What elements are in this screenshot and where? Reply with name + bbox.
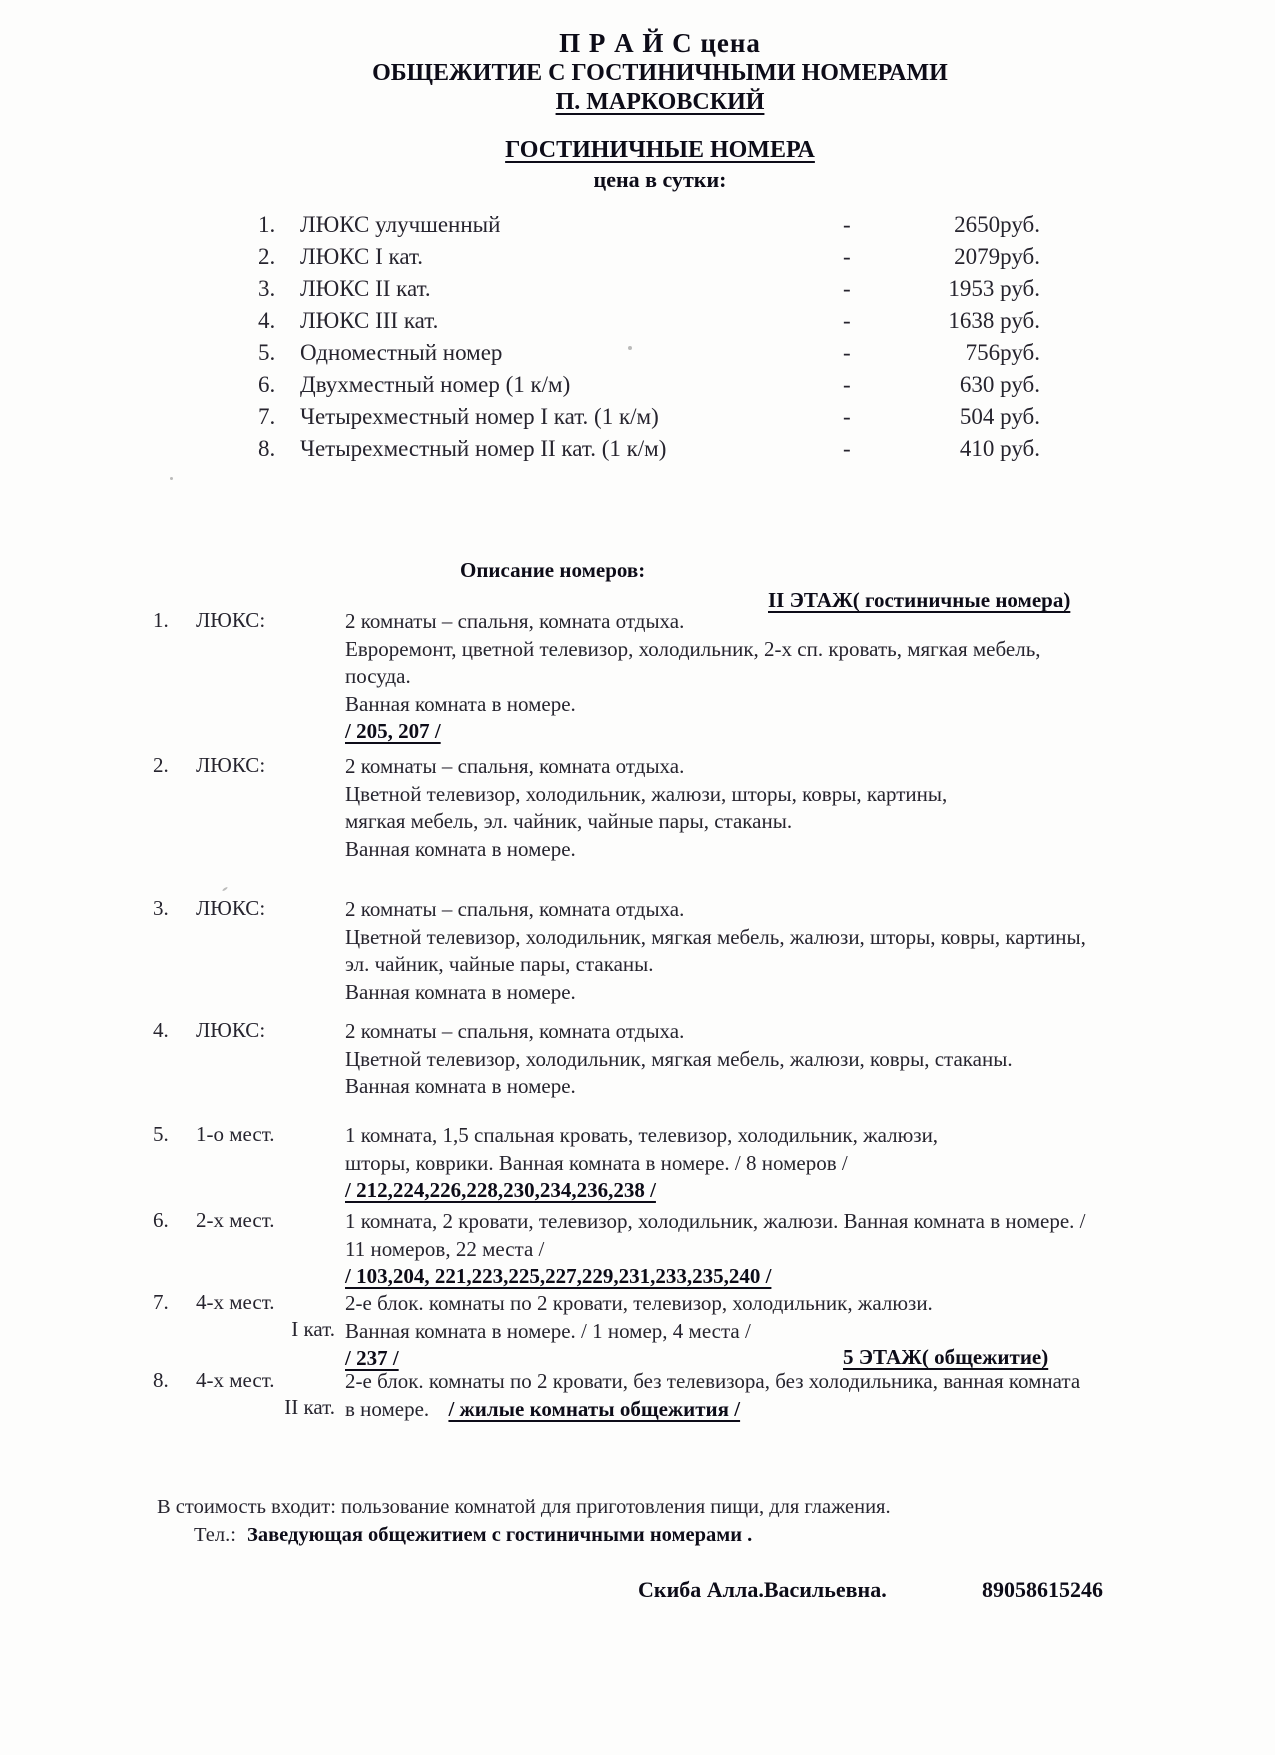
price-row-dash: - <box>843 212 851 237</box>
price-row-value: 1638 руб. <box>948 308 1040 333</box>
scan-speck <box>222 886 228 891</box>
price-row-number: 1. <box>258 212 276 237</box>
item-line: 2 комнаты – спальня, комната отдыха. <box>345 754 685 778</box>
price-row-dash: - <box>843 308 851 333</box>
price-row <box>0 276 1275 306</box>
price-row <box>0 436 1275 466</box>
item-line: Ванная комната в номере. <box>345 691 576 716</box>
price-row-value: 2650руб. <box>954 212 1040 237</box>
price-row-value: 1953 руб. <box>948 276 1040 301</box>
item-label: 4-х мест. <box>196 1368 275 1392</box>
price-row-dash: - <box>843 276 851 301</box>
item-line-prefix: в номере. <box>345 1396 430 1421</box>
item-text <box>345 753 947 863</box>
price-row <box>0 404 1275 434</box>
item-number: 8. <box>153 1368 169 1392</box>
descriptions-heading: Описание номеров: <box>460 558 646 582</box>
item-line: 2 комнаты – спальня, комната отдыха. <box>345 897 685 921</box>
price-row-number: 4. <box>258 308 276 333</box>
price-row-name: Двухместный номер (1 к/м) <box>300 372 571 397</box>
item-label: ЛЮКС: <box>196 608 266 632</box>
price-row-name: ЛЮКС II кат. <box>300 276 431 301</box>
scan-speck <box>170 477 173 480</box>
item-label: 1-о мест. <box>196 1122 275 1146</box>
item-line: Цветной телевизор, холодильник, жалюзи, шторы, ковры, картины, <box>345 781 948 806</box>
item-line: мягкая мебель, эл. чайник, чайные пары, стаканы. <box>345 809 793 833</box>
price-title: П Р А Й С цена <box>559 28 761 58</box>
price-row-dash: - <box>843 436 851 461</box>
room-numbers: / 103,204, 221,223,225,227,229,231,233,235,240 / <box>345 1264 772 1288</box>
item-text <box>345 1208 1085 1291</box>
item-number: 5. <box>153 1122 169 1146</box>
item-line: Цветной телевизор, холодильник, мягкая мебель, жалюзи, шторы, ковры, картины, <box>345 924 1086 949</box>
price-row-name: Одноместный номер <box>300 340 503 365</box>
room-numbers: / 237 / <box>345 1346 399 1370</box>
price-row-number: 5. <box>258 340 276 365</box>
price-row-name: ЛЮКС III кат. <box>300 308 439 333</box>
price-row-dash: - <box>843 372 851 397</box>
item-number: 7. <box>153 1290 169 1314</box>
item-label: 2-х мест. <box>196 1208 275 1232</box>
room-numbers: / 212,224,226,228,230,234,236,238 / <box>345 1178 656 1202</box>
price-row-value: 630 руб. <box>959 372 1040 397</box>
item-number: 1. <box>153 608 169 632</box>
floor5-heading: 5 ЭТАЖ( общежитие) <box>843 1345 1049 1369</box>
footer-tel-value: Заведующая общежитием с гостиничными номерами . <box>247 1524 753 1546</box>
room-numbers: / 205, 207 / <box>345 719 441 743</box>
floor2-heading: II ЭТАЖ( гостиничные номера) <box>768 588 1071 612</box>
price-row-name: Четырехместный номер II кат. (1 к/м) <box>300 436 667 461</box>
price-row-number: 8. <box>258 436 276 461</box>
item-sublabel: I кат. <box>291 1317 335 1341</box>
item-line <box>345 1396 1080 1424</box>
item-sublabel: II кат. <box>284 1395 335 1419</box>
price-row-number: 3. <box>258 276 276 301</box>
price-row-number: 7. <box>258 404 276 429</box>
item-label: 4-х мест. <box>196 1290 275 1314</box>
item-line: 11 номеров, 22 места / <box>345 1236 545 1261</box>
item-text <box>345 1122 938 1205</box>
price-row-value: 756руб. <box>965 340 1040 365</box>
room-numbers: / жилые комнаты общежития / <box>448 1396 741 1421</box>
item-text <box>345 608 1041 746</box>
price-row-name: ЛЮКС улучшенный <box>300 212 501 237</box>
footer-tel-line <box>194 1524 752 1547</box>
item-text <box>345 1368 1080 1423</box>
price-row-dash: - <box>843 340 851 365</box>
price-row <box>0 308 1275 338</box>
footer-tel-label: Тел.: <box>194 1524 236 1546</box>
price-row-name: ЛЮКС I кат. <box>300 244 424 269</box>
item-text <box>345 896 1086 1006</box>
item-line: Ванная комната в номере. <box>345 1074 576 1098</box>
item-line: 2-е блок. комнаты по 2 кровати, без телевизора, без холодильника, ванная комната <box>345 1369 1081 1393</box>
item-line: Цветной телевизор, холодильник, мягкая мебель, жалюзи, ковры, стаканы. <box>345 1046 1013 1071</box>
price-row-name: Четырехместный номер I кат. (1 к/м) <box>300 404 659 429</box>
price-row-dash: - <box>843 244 851 269</box>
item-label: ЛЮКС: <box>196 753 266 777</box>
item-label: ЛЮКС: <box>196 896 266 920</box>
signature-phone: 89058615246 <box>982 1577 1103 1602</box>
price-row <box>0 372 1275 402</box>
item-line: 1 комната, 2 кровати, телевизор, холодильник, жалюзи. Ванная комната в номере. / <box>345 1209 1086 1233</box>
scan-speck <box>628 346 632 350</box>
item-line: Ванная комната в номере. <box>345 836 576 861</box>
price-row-dash: - <box>843 404 851 429</box>
item-line: Ванная комната в номере. <box>345 979 576 1004</box>
rooms-section-heading: ГОСТИНИЧНЫЕ НОМЕРА <box>505 137 815 163</box>
place-title: П. МАРКОВСКИЙ <box>555 89 765 115</box>
price-row <box>0 212 1275 242</box>
footer-included-note: В стоимость входит: пользование комнатой для приготовления пищи, для глажения. <box>157 1496 891 1518</box>
price-row-number: 6. <box>258 372 276 397</box>
price-row <box>0 244 1275 274</box>
item-text <box>345 1018 1013 1101</box>
price-row-value: 2079руб. <box>954 244 1040 269</box>
price-row-number: 2. <box>258 244 276 269</box>
item-number: 4. <box>153 1018 169 1042</box>
org-title: ОБЩЕЖИТИЕ С ГОСТИНИЧНЫМИ НОМЕРАМИ <box>372 60 948 86</box>
signature-name: Скиба Алла.Васильевна. <box>638 1577 887 1602</box>
item-line: шторы, коврики. Ванная комната в номере. / 8 номеров / <box>345 1150 848 1175</box>
item-label: ЛЮКС: <box>196 1018 266 1042</box>
item-line: Евроремонт, цветной телевизор, холодильник, 2-х сп. кровать, мягкая мебель, <box>345 636 1041 661</box>
price-row <box>0 340 1275 370</box>
item-number: 3. <box>153 896 169 920</box>
item-line: 2 комнаты – спальня, комната отдыха. <box>345 1019 685 1043</box>
item-line: эл. чайник, чайные пары, стаканы. <box>345 952 654 976</box>
price-per-day-subheading: цена в сутки: <box>593 167 727 192</box>
item-number: 6. <box>153 1208 169 1232</box>
item-line: посуда. <box>345 664 411 688</box>
price-row-value: 504 руб. <box>959 404 1040 429</box>
item-line: 2-е блок. комнаты по 2 кровати, телевизор, холодильник, жалюзи. <box>345 1291 933 1315</box>
item-line: Ванная комната в номере. / 1 номер, 4 места / <box>345 1318 751 1343</box>
item-line: 1 комната, 1,5 спальная кровать, телевизор, холодильник, жалюзи, <box>345 1123 939 1147</box>
price-row-value: 410 руб. <box>959 436 1040 461</box>
item-number: 2. <box>153 753 169 777</box>
item-line: 2 комнаты – спальня, комната отдыха. <box>345 609 685 633</box>
